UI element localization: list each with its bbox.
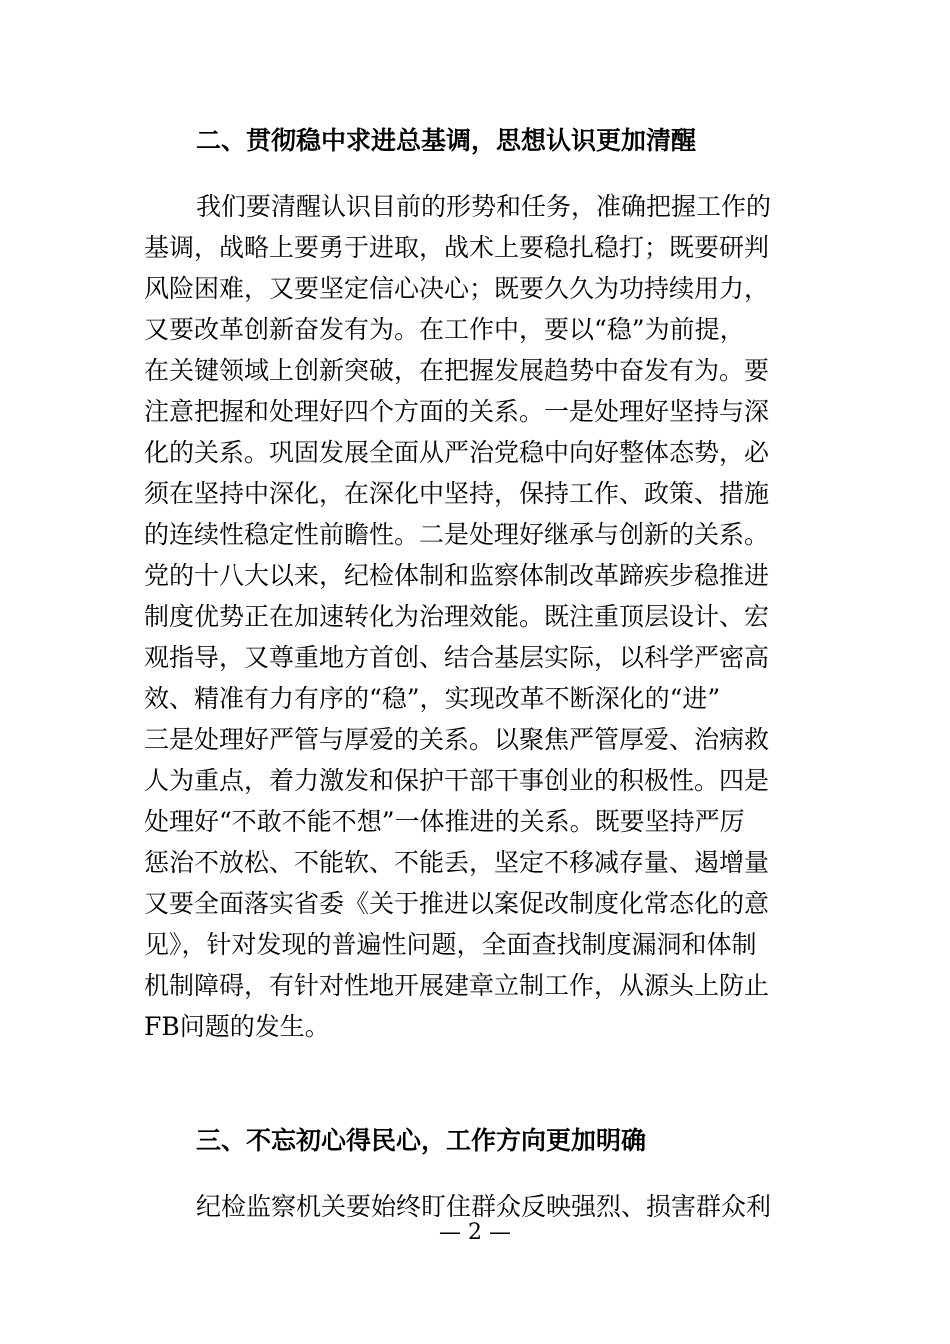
paragraph-line: 须在坚持中深化，在深化中坚持，保持工作、政策、措施 [144, 479, 770, 508]
paragraph-line: 制度优势正在加速转化为治理效能。既注重顶层设计、宏 [144, 602, 770, 631]
paragraph-line: 注意把握和处理好四个方面的关系。一是处理好坚持与深 [144, 397, 770, 426]
paragraph-line: 见》，针对发现的普遍性问题，全面查找制度漏洞和体制 [144, 930, 757, 959]
paragraph-line: 在关键领域上创新突破，在把握发展趋势中奋发有为。要 [144, 356, 770, 385]
paragraph-line: 惩治不放松、不能软、不能丢，坚定不移减存量、遏增量 [144, 848, 770, 877]
paragraph-line: 处理好“不敢不能不想”一体推进的关系。既要坚持严厉 [144, 807, 745, 836]
paragraph-line: 纪检监察机关要始终盯住群众反映强烈、损害群众利 [196, 1192, 772, 1221]
page-number: — 2 — [439, 1220, 511, 1245]
paragraph-line: 风险困难，又要坚定信心决心；既要久久为功持续用力， [144, 274, 770, 303]
section-2-paragraph [144, 186, 808, 1047]
paragraph-line: 的连续性稳定性前瞻性。二是处理好继承与创新的关系。 [144, 520, 770, 549]
paragraph-line: 又要全面落实省委《关于推进以案促改制度化常态化的意 [144, 889, 770, 918]
paragraph-line: 效、精准有力有序的“稳”，实现改革不断深化的“进” [144, 684, 721, 713]
paragraph-line: 基调，战略上要勇于进取，战术上要稳扎稳打；既要研判 [144, 233, 770, 262]
paragraph-line: 人为重点，着力激发和保护干部干事创业的积极性。四是 [144, 766, 770, 795]
section-heading-2: 二、贯彻稳中求进总基调，思想认识更加清醒 [196, 126, 697, 155]
paragraph-line: FB问题的发生。 [144, 1012, 330, 1041]
paragraph-line: 化的关系。巩固发展全面从严治党稳中向好整体态势，必 [144, 438, 770, 467]
paragraph-line: 观指导，又尊重地方首创、结合基层实际，以科学严密高 [144, 643, 770, 672]
paragraph-line: 又要改革创新奋发有为。在工作中，要以“稳”为前提， [144, 315, 745, 344]
paragraph-line: 党的十八大以来，纪检体制和监察体制改革蹄疾步稳推进 [144, 561, 770, 590]
paragraph-line: 三是处理好严管与厚爱的关系。以聚焦严管厚爱、治病救 [144, 725, 770, 754]
paragraph-line: 机制障碍，有针对性地开展建章立制工作，从源头上防止 [144, 971, 770, 1000]
section-heading-3: 三、不忘初心得民心，工作方向更加明确 [196, 1126, 647, 1155]
paragraph-line: 我们要清醒认识目前的形势和任务，准确把握工作的 [196, 192, 772, 221]
